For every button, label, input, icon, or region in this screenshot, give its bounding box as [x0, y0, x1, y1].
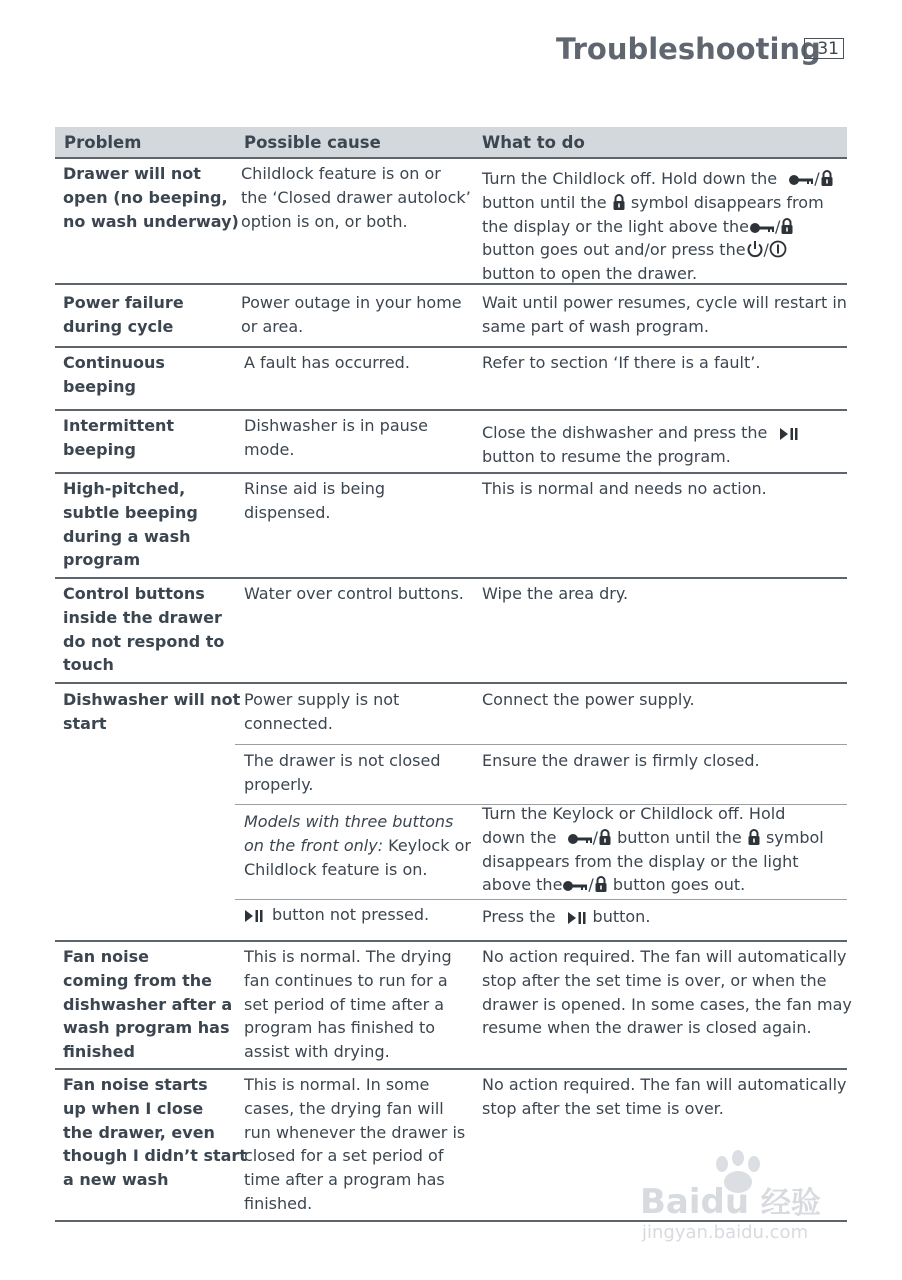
watermark	[630, 1150, 850, 1250]
problem-line: touch	[63, 655, 114, 675]
cause-line: closed for a set period of	[244, 1146, 444, 1166]
page-number: 31	[804, 38, 844, 59]
on-off-icon	[769, 240, 787, 258]
action-line: stop after the set time is over.	[482, 1098, 724, 1118]
play-pause-icon	[567, 911, 587, 925]
cause-line: finished.	[244, 1193, 313, 1213]
problem-line: Intermittent	[63, 416, 175, 435]
action-line: Connect the power supply.	[482, 690, 695, 709]
cause-line: Water over control buttons.	[244, 584, 464, 603]
table-row	[55, 411, 847, 474]
lock-icon	[747, 828, 761, 846]
action-cell	[482, 1073, 846, 1121]
problem-line: High-pitched,	[63, 479, 186, 498]
play-pause-icon	[244, 909, 264, 923]
cause-cell	[244, 477, 385, 525]
cause-line: properly.	[244, 774, 314, 794]
sub-row-divider	[235, 899, 847, 900]
problem-line: beeping	[63, 376, 136, 396]
key-icon	[749, 221, 775, 235]
cause-line: program has finished to	[244, 1018, 436, 1038]
watermark-url: jingyan.baidu.com	[642, 1222, 809, 1243]
action-cell	[482, 688, 695, 712]
cause-line: Dishwasher is in pause	[244, 416, 428, 435]
table-row	[55, 684, 847, 942]
problem-line: program	[63, 550, 141, 570]
action-cell	[482, 477, 767, 501]
action-line: This is normal and needs no action.	[482, 479, 767, 498]
cause-line: Models with three buttons	[244, 812, 454, 831]
action-text: button until the	[617, 827, 742, 847]
action-text: Close the dishwasher and press the	[482, 423, 768, 442]
cause-cell	[244, 903, 429, 927]
action-text: button goes out.	[612, 875, 746, 895]
cause-text: button not pressed.	[272, 905, 430, 924]
action-line: same part of wash program.	[482, 316, 709, 336]
table-row	[55, 285, 847, 348]
action-cell	[482, 905, 650, 929]
problem-line: though I didn’t start	[63, 1146, 247, 1166]
key-icon	[562, 879, 588, 893]
action-cell	[482, 749, 760, 773]
cause-line: time after a program has	[244, 1170, 445, 1190]
power-icon	[746, 240, 764, 258]
action-cell	[482, 582, 628, 606]
table-row	[55, 579, 847, 684]
problem-line: dishwasher after a	[63, 994, 233, 1014]
problem-cell	[63, 351, 165, 399]
cause-line: fan continues to run for a	[244, 970, 448, 990]
problem-line: inside the drawer	[63, 607, 222, 627]
problem-line: wash program has	[63, 1018, 230, 1038]
action-text: above the	[482, 875, 563, 895]
header-action: What to do	[482, 133, 585, 152]
lock-icon	[820, 169, 834, 187]
cause-line: A fault has occurred.	[244, 353, 410, 372]
problem-line: Control buttons	[63, 584, 205, 603]
problem-line: Continuous	[63, 353, 165, 372]
problem-line: no wash underway)	[63, 211, 239, 231]
problem-line: during a wash	[63, 526, 191, 546]
problem-line: coming from the	[63, 970, 213, 990]
problem-cell	[63, 688, 240, 736]
cause-cell	[244, 688, 399, 736]
problem-line: Fan noise starts	[63, 1075, 208, 1094]
problem-line: start	[63, 713, 107, 733]
problem-cell	[63, 162, 239, 233]
cause-line: connected.	[244, 713, 333, 733]
cause-cell	[241, 162, 471, 233]
header-cause: Possible cause	[244, 133, 381, 152]
action-text: button to open the drawer.	[482, 264, 698, 284]
cause-cell	[244, 749, 441, 797]
action-text: Turn the Keylock or Childlock off. Hold	[482, 804, 786, 823]
action-text: the display or the light above the	[482, 216, 749, 236]
table-row	[55, 348, 847, 411]
cause-text: Keylock or	[383, 835, 471, 855]
problem-line: beeping	[63, 439, 136, 459]
problem-cell	[63, 414, 174, 462]
cause-line: set period of time after a	[244, 994, 445, 1014]
table-row	[55, 159, 847, 285]
problem-cell	[63, 477, 198, 572]
lock-icon	[594, 875, 608, 893]
lock-icon	[612, 193, 626, 211]
action-cell: Turn the Keylock or Childlock off. Hold down the / button until the symbol disappears from the display or the light above the / button goes out.	[482, 804, 824, 895]
key-icon	[788, 173, 814, 187]
problem-cell	[63, 1073, 247, 1192]
cause-line: assist with drying.	[244, 1042, 390, 1062]
action-text: button.	[592, 907, 651, 926]
action-line: resume when the drawer is closed again.	[482, 1018, 812, 1038]
problem-line: Fan noise	[63, 947, 149, 966]
cause-cell	[244, 945, 452, 1064]
cause-cell	[244, 414, 428, 462]
action-text: button goes out and/or press the	[482, 240, 746, 260]
cause-line: option is on, or both.	[241, 211, 408, 231]
action-cell	[482, 421, 799, 469]
action-line: Wait until power resumes, cycle will restart in	[482, 293, 847, 312]
cause-line: Power supply is not	[244, 690, 400, 709]
cause-line: Childlock feature is on or	[241, 164, 441, 183]
problem-cell	[63, 582, 224, 677]
cause-line: Power outage in your home	[241, 293, 462, 312]
lock-icon	[780, 217, 794, 235]
action-line: Refer to section ‘If there is a fault’.	[482, 353, 761, 372]
cause-cell	[244, 1073, 465, 1216]
action-line: Ensure the drawer is firmly closed.	[482, 751, 760, 770]
action-cell	[482, 351, 760, 375]
cause-line: Childlock feature is on.	[244, 859, 428, 879]
header-problem: Problem	[64, 133, 142, 152]
action-text: Press the	[482, 907, 556, 926]
cause-cell	[244, 582, 464, 606]
play-pause-icon	[779, 427, 799, 441]
action-text: symbol	[765, 827, 824, 847]
action-text: button to resume the program.	[482, 446, 731, 466]
cause-cell	[241, 291, 462, 339]
table-row	[55, 942, 852, 1070]
problem-line: Power failure	[63, 293, 184, 312]
problem-line: Drawer will not	[63, 164, 201, 183]
action-line: drawer is opened. In some cases, the fan may	[482, 994, 852, 1014]
troubleshooting-table	[55, 127, 852, 1222]
key-icon	[567, 832, 593, 846]
table-header	[55, 127, 847, 159]
action-text: down the	[482, 827, 557, 847]
problem-line: up when I close	[63, 1098, 204, 1118]
cause-line: The drawer is not closed	[244, 751, 441, 770]
problem-line: finished	[63, 1042, 135, 1062]
action-text: disappears from the display or the light	[482, 851, 799, 871]
action-text: symbol disappears from	[630, 192, 824, 212]
action-cell	[482, 945, 852, 1040]
problem-line: do not respond to	[63, 631, 225, 651]
cause-cell	[244, 351, 410, 375]
table-row	[55, 474, 847, 579]
cause-cell	[244, 810, 471, 881]
problem-line: a new wash	[63, 1170, 169, 1190]
action-line: Wipe the area dry.	[482, 584, 629, 603]
action-line: No action required. The fan will automatically	[482, 1075, 847, 1094]
cause-line: This is normal. In some	[244, 1075, 430, 1094]
problem-line: open (no beeping,	[63, 187, 228, 207]
problem-line: during cycle	[63, 316, 174, 336]
problem-cell	[63, 291, 184, 339]
problem-line: the drawer, even	[63, 1122, 215, 1142]
cause-line: This is normal. The drying	[244, 947, 452, 966]
cause-line: run whenever the drawer is	[244, 1122, 466, 1142]
page-title: Troubleshooting	[556, 32, 821, 66]
cause-line: cases, the drying fan will	[244, 1098, 444, 1118]
problem-line: subtle beeping	[63, 502, 198, 522]
cause-line: Rinse aid is being	[244, 479, 386, 498]
cause-line: the ‘Closed drawer autolock’	[241, 187, 471, 207]
action-line: No action required. The fan will automatically	[482, 947, 847, 966]
cause-line: or area.	[241, 316, 304, 336]
action-text: button until the	[482, 192, 607, 212]
action-text: Turn the Childlock off. Hold down the	[482, 169, 778, 188]
lock-icon	[598, 828, 612, 846]
problem-line: Dishwasher will not	[63, 690, 241, 709]
sub-row-divider	[235, 744, 847, 745]
action-line: stop after the set time is over, or when the	[482, 970, 827, 990]
cause-line: mode.	[244, 439, 295, 459]
watermark-brand: Baidu 经验	[640, 1182, 821, 1222]
action-cell: Turn the Childlock off. Hold down the / button until the symbol disappears from the display or the light above the / button goes out and/or press the / button to open the drawer.	[482, 167, 834, 286]
cause-text: on the front only:	[244, 835, 384, 855]
problem-cell	[63, 945, 232, 1064]
cause-line: dispensed.	[244, 502, 331, 522]
action-cell	[482, 291, 847, 339]
